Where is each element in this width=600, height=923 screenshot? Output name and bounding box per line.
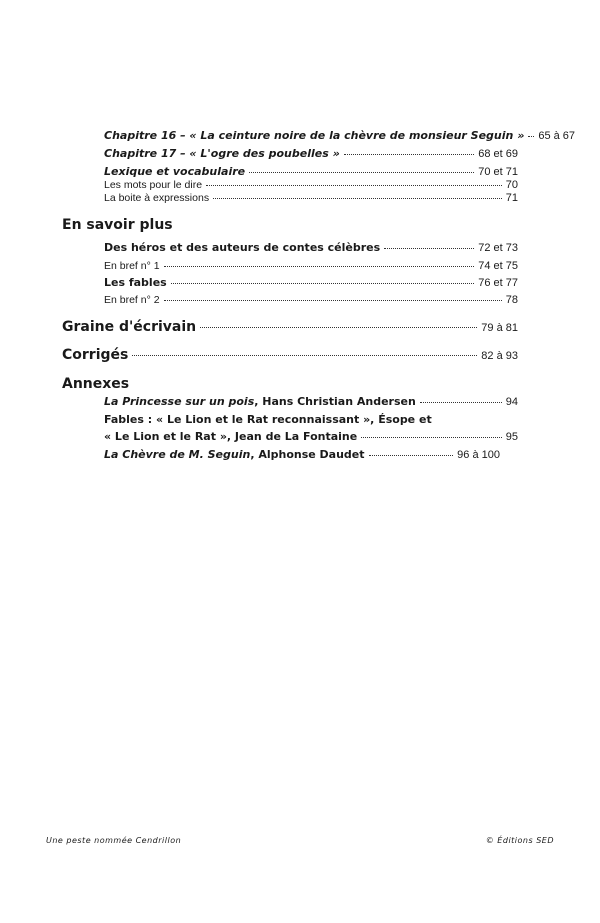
work-author: , Hans Christian Andersen (254, 395, 416, 408)
toc-entry-chevre-seguin[interactable] (104, 448, 500, 462)
dot-leader (132, 355, 477, 356)
toc-entry-corriges[interactable] (62, 346, 518, 365)
toc-entry-label: Lexique et vocabulaire (104, 165, 246, 178)
dot-leader (171, 282, 475, 284)
toc-entry-en-bref-2[interactable] (104, 293, 518, 307)
dot-leader (206, 184, 502, 186)
work-author: , Alphonse Daudet (250, 448, 365, 461)
dot-leader (249, 171, 474, 173)
work-title: La Chèvre de M. Seguin (104, 448, 251, 461)
toc-entry-pages: 72 et 73 (478, 242, 518, 254)
toc-entry-label: En bref n° 2 (104, 294, 160, 306)
dot-leader (164, 265, 475, 267)
toc-entry-pages: 76 et 77 (478, 277, 518, 289)
toc-entry-les-fables[interactable] (104, 276, 518, 290)
toc-entry-label: Les mots pour le dire (104, 179, 203, 191)
dot-leader (369, 454, 454, 456)
section-title-annexes: Annexes (62, 376, 130, 392)
toc-entry-chapitre-17[interactable] (104, 147, 518, 161)
dot-leader (528, 135, 534, 137)
toc-entry-pages: 95 (505, 431, 518, 443)
dot-leader (384, 247, 474, 249)
toc-entry-pages: 65 à 67 (538, 130, 576, 142)
toc-entry-label (104, 395, 416, 409)
toc-entry-label: Corrigés (62, 347, 129, 363)
toc-entry-pages: 68 et 69 (478, 148, 518, 160)
toc-entry-princesse-pois[interactable] (104, 395, 518, 409)
toc-entry-pages: 70 (505, 179, 518, 191)
toc-entry-fables-line1[interactable] (104, 413, 518, 427)
toc-entry-pages: 71 (505, 192, 518, 204)
toc-entry-label: Des héros et des auteurs de contes célèbres (104, 241, 381, 254)
toc-entry-pages: 96 à 100 (457, 449, 500, 461)
toc-entry-label: Fables : « Le Lion et le Rat reconnaissant », Ésope et (104, 413, 432, 426)
section-title-en-savoir-plus: En savoir plus (62, 217, 173, 233)
toc-entry-chapitre-16[interactable] (104, 129, 576, 143)
dot-leader (361, 436, 502, 438)
toc-entry-fables-line2[interactable] (104, 430, 518, 444)
work-title: La Princesse sur un pois (104, 395, 255, 408)
footer-book-title: Une peste nommée Cendrillon (46, 836, 182, 845)
toc-entry-mots-pour-le-dire[interactable] (104, 178, 518, 192)
dot-leader (344, 153, 474, 155)
toc-entry-label: La boite à expressions (104, 192, 210, 204)
toc-entry-label: Graine d'écrivain (62, 319, 197, 335)
toc-entry-label: En bref n° 1 (104, 260, 160, 272)
toc-entry-graine-ecrivain[interactable] (62, 318, 518, 337)
toc-entry-pages: 78 (505, 294, 518, 306)
dot-leader (200, 327, 477, 328)
toc-entry-en-bref-1[interactable] (104, 259, 518, 273)
toc-entry-lexique[interactable] (104, 165, 518, 179)
toc-entry-boite-expressions[interactable] (104, 191, 518, 205)
dot-leader (420, 401, 502, 403)
dot-leader (213, 197, 502, 199)
toc-entry-label: Les fables (104, 276, 167, 289)
toc-entry-label: « Le Lion et le Rat », Jean de La Fontaine (104, 430, 358, 443)
toc-entry-pages: 94 (505, 396, 518, 408)
toc-entry-pages: 79 à 81 (481, 322, 518, 334)
toc-entry-label (104, 448, 365, 462)
toc-entry-pages: 70 et 71 (478, 166, 518, 178)
dot-leader (164, 299, 502, 301)
toc-entry-pages: 82 à 93 (481, 350, 518, 362)
footer-publisher: © Éditions SED (485, 836, 554, 845)
toc-entry-pages: 74 et 75 (478, 260, 518, 272)
toc-entry-label: Chapitre 17 – « L'ogre des poubelles » (104, 147, 340, 160)
toc-entry-heros-auteurs[interactable] (104, 241, 518, 255)
toc-entry-label: Chapitre 16 – « La ceinture noire de la chèvre de monsieur Seguin » (104, 129, 525, 142)
